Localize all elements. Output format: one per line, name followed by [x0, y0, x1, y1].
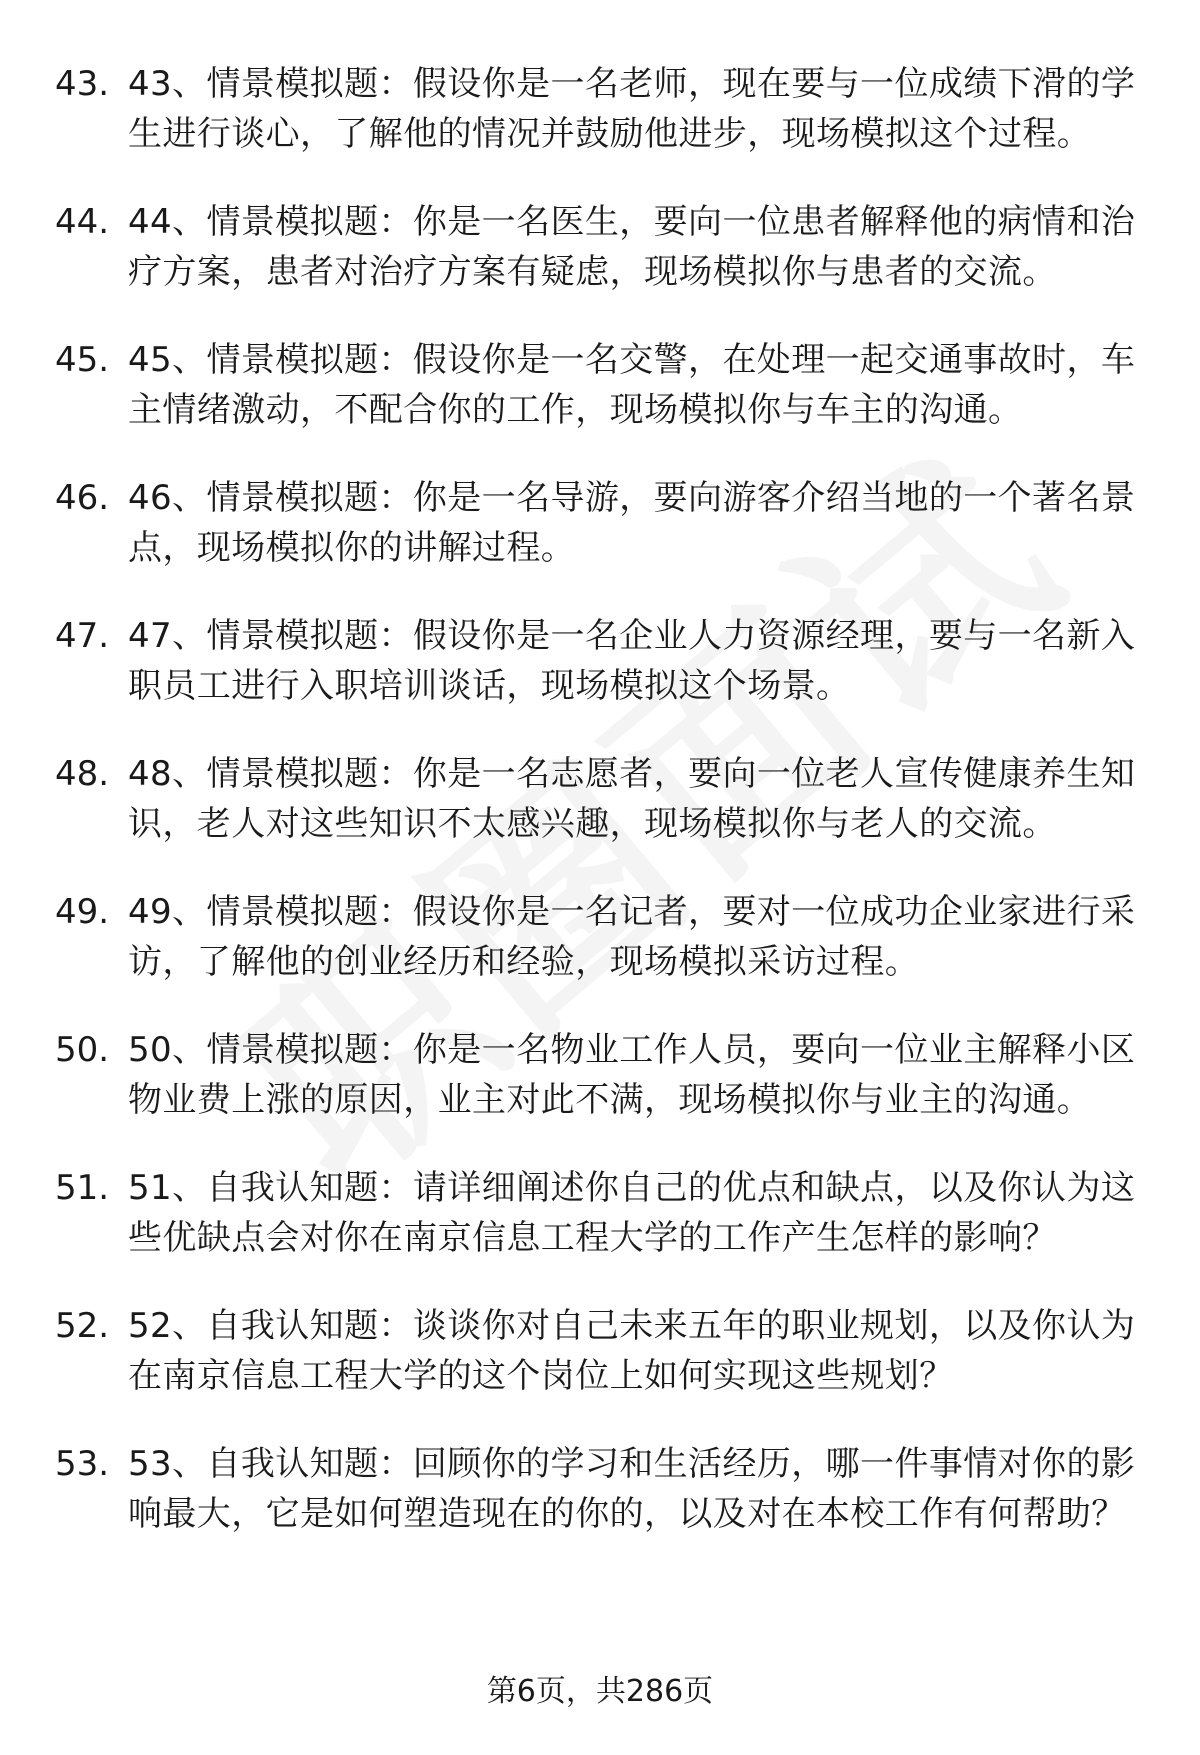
item-number: 45. [55, 340, 110, 380]
item-text: 53、自我认知题：回顾你的学习和生活经历，哪一件事情对你的影响最大，它是如何塑造现在的你的，以及对在本校工作有何帮助？ [128, 1444, 1136, 1534]
list-item [0, 887, 1200, 987]
item-text: 43、情景模拟题：假设你是一名老师，现在要与一位成绩下滑的学生进行谈心，了解他的情况并鼓励他进步，现场模拟这个过程。 [128, 64, 1136, 154]
list-item [0, 197, 1200, 297]
item-number: 43. [55, 64, 110, 104]
list-item [0, 1025, 1200, 1125]
item-number: 46. [55, 478, 110, 518]
item-number: 48. [55, 754, 110, 794]
list-item [0, 1439, 1200, 1539]
question-list [0, 59, 1200, 1577]
list-item [0, 473, 1200, 573]
item-number: 47. [55, 616, 110, 656]
item-text: 44、情景模拟题：你是一名医生，要向一位患者解释他的病情和治疗方案，患者对治疗方案有疑虑，现场模拟你与患者的交流。 [128, 202, 1136, 292]
item-text: 45、情景模拟题：假设你是一名交警，在处理一起交通事故时，车主情绪激动，不配合你的工作，现场模拟你与车主的沟通。 [128, 340, 1136, 430]
item-text: 50、情景模拟题：你是一名物业工作人员，要向一位业主解释小区物业费上涨的原因，业主对此不满，现场模拟你与业主的沟通。 [128, 1030, 1136, 1120]
item-text: 51、自我认知题：请详细阐述你自己的优点和缺点，以及你认为这些优缺点会对你在南京信息工程大学的工作产生怎样的影响？ [128, 1168, 1136, 1258]
item-number: 52. [55, 1306, 110, 1346]
list-item [0, 1163, 1200, 1263]
item-text: 48、情景模拟题：你是一名志愿者，要向一位老人宣传健康养生知识，老人对这些知识不太感兴趣，现场模拟你与老人的交流。 [128, 754, 1136, 844]
item-number: 51. [55, 1168, 110, 1208]
list-item [0, 59, 1200, 159]
item-text: 49、情景模拟题：假设你是一名记者，要对一位成功企业家进行采访，了解他的创业经历和经验，现场模拟采访过程。 [128, 892, 1136, 982]
item-text: 52、自我认知题：谈谈你对自己未来五年的职业规划，以及你认为在南京信息工程大学的这个岗位上如何实现这些规划？ [128, 1306, 1136, 1396]
item-number: 53. [55, 1444, 110, 1484]
item-text: 47、情景模拟题：假设你是一名企业人力资源经理，要与一名新入职员工进行入职培训谈话，现场模拟这个场景。 [128, 616, 1136, 706]
list-item [0, 335, 1200, 435]
item-number: 49. [55, 892, 110, 932]
list-item [0, 749, 1200, 849]
page-footer: 第6页，共286页 [486, 1674, 714, 1709]
list-item [0, 1301, 1200, 1401]
item-text: 46、情景模拟题：你是一名导游，要向游客介绍当地的一个著名景点，现场模拟你的讲解过程。 [128, 478, 1136, 568]
item-number: 50. [55, 1030, 110, 1070]
list-item [0, 611, 1200, 711]
item-number: 44. [55, 202, 110, 242]
